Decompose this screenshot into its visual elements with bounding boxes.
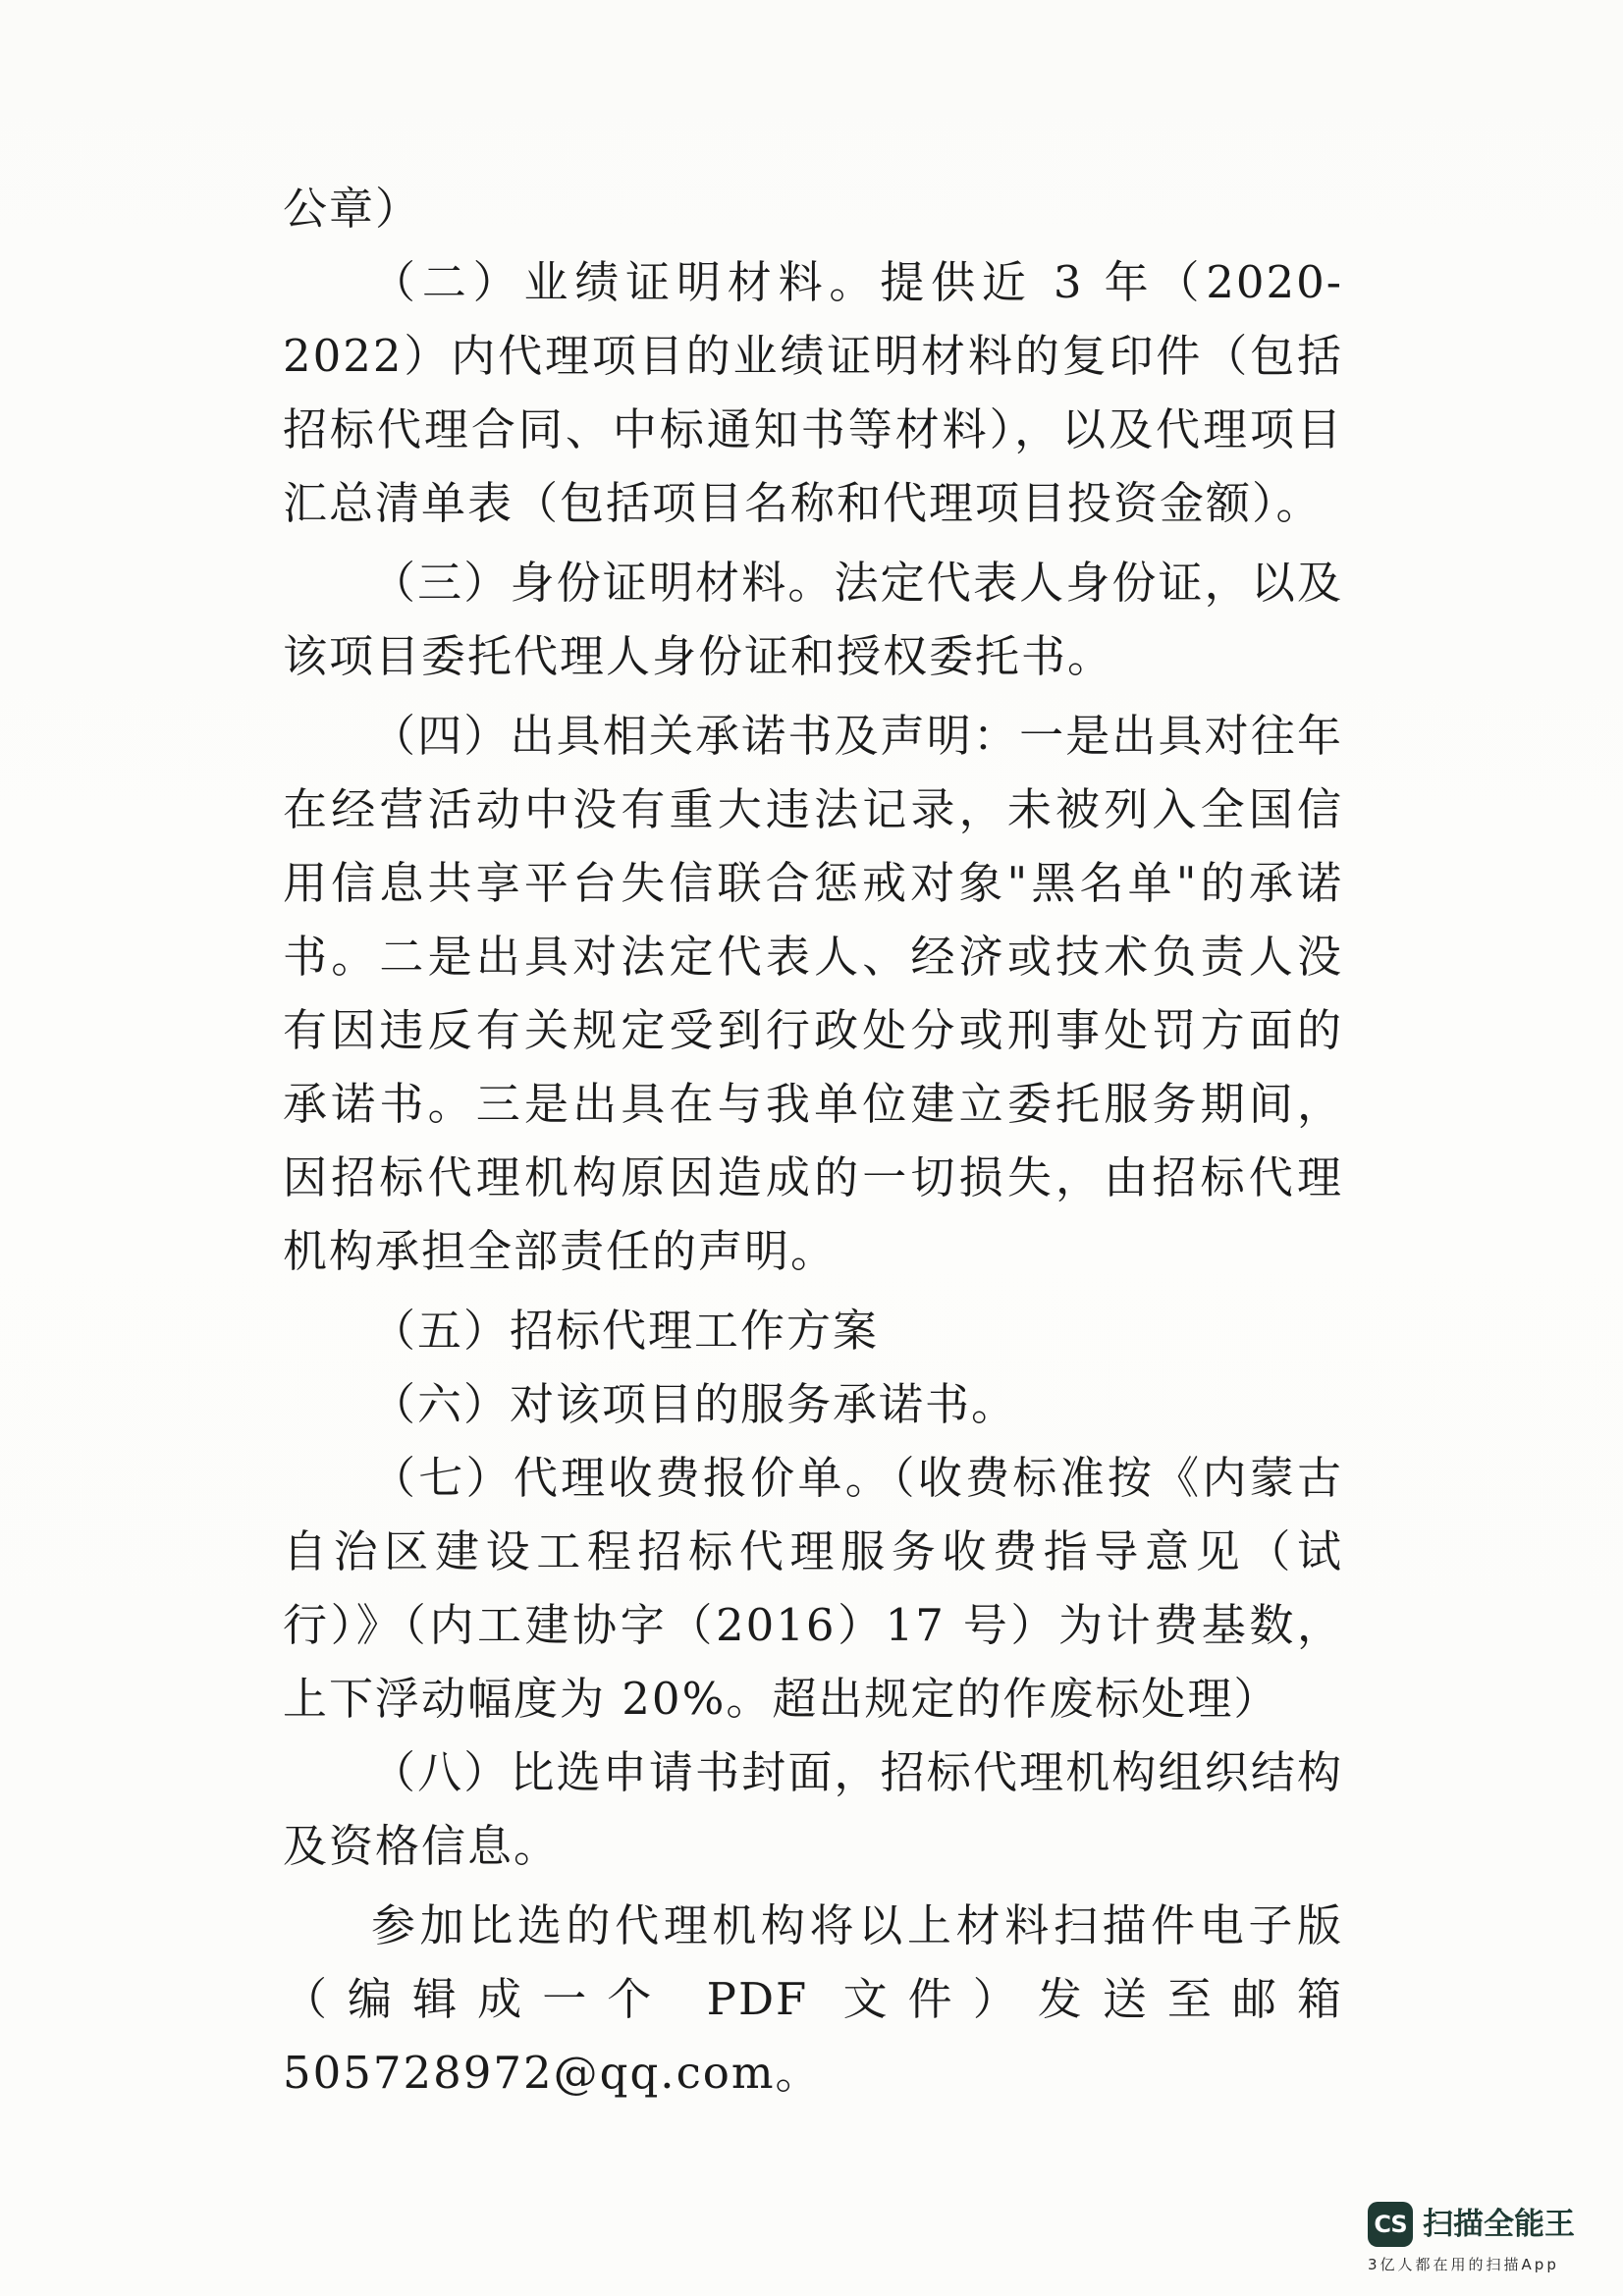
paragraph-work-plan: （五）招标代理工作方案 — [371, 1305, 880, 1357]
document-body — [283, 172, 1343, 2109]
watermark-title: 扫描全能王 — [1423, 2207, 1575, 2242]
paragraph-fee-quotation: （七）代理收费报价单。（收费标准按《内蒙古自治区建设工程招标代理服务收费指导意见（试行）》（内工建协字（2016）17 号）为计费基数，上下浮动幅度为 20%。超出规定的作废标处理） — [283, 1452, 1343, 1725]
paragraph-seal-continuation: 公章） — [283, 183, 422, 235]
camscanner-logo-icon: CS — [1368, 2202, 1413, 2247]
paragraph-application-cover: （八）比选申请书封面，招标代理机构组织结构及资格信息。 — [283, 1746, 1343, 1872]
paragraph-commitment-statement: （四）出具相关承诺书及声明：一是出具对往年在经营活动中没有重大违法记录，未被列入全国信用信息共享平台失信联合惩戒对象"黑名单"的承诺书。二是出具对法定代表人、经济或技术负责人没有因违反有关规定受到行政处分或刑事处罚方面的承诺书。三是出具在与我单位建立委托服务期间，因招标代理机构原因造成的一切损失，由招标代理机构承担全部责任的声明。 — [283, 710, 1343, 1277]
paragraph-performance-proof: （二）业绩证明材料。提供近 3 年（2020-2022）内代理项目的业绩证明材料的复印件（包括招标代理合同、中标通知书等材料），以及代理项目汇总清单表（包括项目名称和代理项目投资金额）。 — [283, 256, 1343, 529]
paragraph-submission-instructions: 参加比选的代理机构将以上材料扫描件电子版（编辑成一个 PDF 文件）发送至邮箱 505728972@qq.com。 — [283, 1899, 1343, 2099]
watermark-subtitle: 3亿人都在用的扫描App — [1368, 2256, 1559, 2273]
paragraph-service-commitment: （六）对该项目的服务承诺书。 — [371, 1378, 1018, 1430]
paragraph-identity-proof: （三）身份证明材料。法定代表人身份证，以及该项目委托代理人身份证和授权委托书。 — [283, 557, 1343, 682]
camscanner-watermark — [1368, 2202, 1594, 2280]
